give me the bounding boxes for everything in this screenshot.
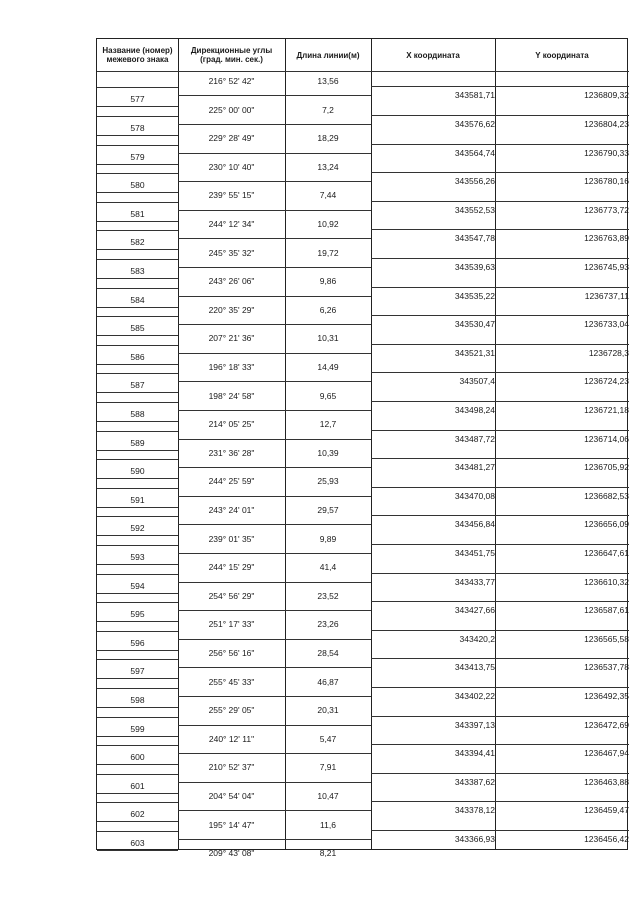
- column-divider: [285, 39, 286, 849]
- row-divider: [178, 381, 371, 382]
- header-x-text: X координата: [406, 50, 460, 60]
- point-x: 343547,78: [454, 233, 495, 244]
- point-x: 343581,71: [454, 90, 495, 101]
- point-y: 1236737,11: [584, 290, 629, 301]
- row-divider: [97, 707, 178, 708]
- point-x: 343539,63: [454, 261, 495, 272]
- segment-angle: 231° 36' 28": [208, 447, 255, 458]
- row-divider: [371, 601, 629, 602]
- point-name: 589: [130, 437, 145, 448]
- segment-length: 9,89: [319, 533, 337, 544]
- point-x: 343427,66: [454, 605, 495, 616]
- row-divider: [97, 221, 178, 222]
- point-name: 587: [130, 380, 145, 391]
- segment-angle: 255° 29' 05": [208, 705, 255, 716]
- point-name: 581: [130, 208, 145, 219]
- row-divider: [371, 744, 629, 745]
- point-name: 603: [130, 837, 145, 848]
- row-divider: [97, 316, 178, 317]
- header-length: [285, 39, 371, 71]
- row-divider: [97, 345, 178, 346]
- row-divider: [178, 553, 371, 554]
- row-divider: [178, 467, 371, 468]
- row-divider: [178, 810, 371, 811]
- segment-length: 8,21: [319, 848, 337, 859]
- point-x: 343521,31: [454, 347, 495, 358]
- row-divider: [97, 106, 178, 107]
- segment-angle: 196° 18' 33": [208, 362, 255, 372]
- point-name: 578: [130, 122, 145, 133]
- row-divider: [97, 850, 178, 851]
- point-x: 343507,4: [459, 376, 495, 387]
- row-divider: [371, 487, 629, 488]
- point-y: 1236459,47: [584, 805, 629, 816]
- point-y: 1236714,06: [584, 433, 629, 444]
- point-y: 1236647,61: [584, 547, 629, 558]
- row-divider: [97, 831, 178, 832]
- coordinates-table: [96, 38, 629, 859]
- row-divider: [97, 793, 178, 794]
- row-divider: [97, 259, 178, 260]
- point-x: 343456,84: [454, 519, 495, 530]
- row-divider: [371, 201, 629, 202]
- point-y: 1236467,94: [584, 748, 629, 759]
- row-divider: [97, 192, 178, 193]
- point-y: 1236721,18: [584, 404, 629, 415]
- point-name: 584: [130, 294, 145, 305]
- row-divider: [178, 210, 371, 211]
- point-name: 591: [130, 494, 145, 505]
- point-x: 343535,22: [454, 290, 495, 301]
- row-divider: [97, 631, 178, 632]
- segment-angle: 245° 35' 32": [208, 247, 255, 258]
- row-divider: [178, 839, 371, 840]
- row-divider: [178, 582, 371, 583]
- segment-length: 5,47: [319, 733, 337, 744]
- row-divider: [371, 372, 629, 373]
- row-divider: [97, 135, 178, 136]
- row-divider: [97, 507, 178, 508]
- point-name: 598: [130, 694, 145, 705]
- segment-length: 23,26: [317, 619, 339, 630]
- segment-angle: 207° 21' 36": [208, 333, 255, 344]
- row-divider: [97, 535, 178, 536]
- point-y: 1236537,78: [584, 662, 629, 673]
- row-divider: [97, 602, 178, 603]
- row-divider: [97, 774, 178, 775]
- point-x: 343397,13: [454, 719, 495, 730]
- row-divider: [97, 335, 178, 336]
- row-divider: [371, 344, 629, 345]
- point-y: 1236565,58: [584, 633, 629, 644]
- segment-length: 10,31: [317, 333, 339, 344]
- segment-length: 41,4: [319, 562, 337, 573]
- row-divider: [371, 115, 629, 116]
- row-divider: [97, 659, 178, 660]
- point-name: 586: [130, 351, 145, 362]
- row-divider: [178, 439, 371, 440]
- row-divider: [371, 658, 629, 659]
- row-divider: [97, 392, 178, 393]
- segment-angle: 244° 15' 29": [208, 562, 255, 573]
- row-divider: [371, 630, 629, 631]
- point-x: 343576,62: [454, 118, 495, 129]
- segment-length: 10,39: [317, 447, 339, 458]
- segment-angle: 239° 01' 35": [208, 533, 255, 544]
- row-divider: [178, 639, 371, 640]
- segment-length: 10,47: [317, 791, 339, 801]
- row-divider: [97, 230, 178, 231]
- segment-length: 9,65: [319, 390, 337, 401]
- row-divider: [97, 373, 178, 374]
- row-divider: [97, 288, 178, 289]
- point-y: 1236790,33: [584, 147, 629, 158]
- point-y: 1236780,16: [584, 176, 629, 187]
- segment-angle: 198° 24' 58": [208, 390, 255, 401]
- point-name: 585: [130, 323, 145, 334]
- row-divider: [97, 87, 178, 88]
- header-angle-text: Дирекционные углы (град. мин. сек.): [190, 46, 273, 64]
- row-divider: [371, 801, 629, 802]
- header-name: [97, 39, 178, 71]
- segment-angle: 220° 35' 29": [208, 304, 255, 315]
- row-divider: [371, 830, 629, 831]
- point-y: 1236809,32: [584, 90, 629, 101]
- segment-length: 7,2: [322, 104, 334, 115]
- row-divider: [97, 478, 178, 479]
- row-divider: [97, 402, 178, 403]
- row-divider: [97, 364, 178, 365]
- point-x: 343413,75: [454, 662, 495, 673]
- point-name: 590: [130, 466, 145, 477]
- row-divider: [371, 287, 629, 288]
- point-name: 580: [130, 180, 145, 191]
- row-divider: [178, 667, 371, 668]
- row-divider: [97, 459, 178, 460]
- row-divider: [371, 229, 629, 230]
- row-divider: [371, 515, 629, 516]
- segment-angle: 229° 28' 49": [208, 133, 255, 144]
- row-divider: [97, 202, 178, 203]
- row-divider: [97, 650, 178, 651]
- point-name: 597: [130, 666, 145, 677]
- row-divider: [178, 496, 371, 497]
- segment-angle: 239° 55' 15": [208, 190, 255, 201]
- row-divider: [97, 421, 178, 422]
- point-x: 343433,77: [454, 576, 495, 587]
- header-name-text: Название (номер) межевого знака: [102, 46, 173, 64]
- point-y: 1236763,89: [584, 233, 629, 244]
- segment-length: 46,87: [317, 676, 339, 687]
- row-divider: [97, 145, 178, 146]
- row-divider: [97, 307, 178, 308]
- point-x: 343556,26: [454, 176, 495, 187]
- point-name: 582: [130, 237, 145, 248]
- row-divider: [97, 802, 178, 803]
- row-divider: [371, 172, 629, 173]
- point-name: 593: [130, 551, 145, 562]
- row-divider: [97, 116, 178, 117]
- segment-length: 13,56: [317, 76, 339, 86]
- row-divider: [178, 296, 371, 297]
- segment-angle: 209° 43' 08": [208, 848, 255, 859]
- point-name: 588: [130, 408, 145, 419]
- segment-angle: 254° 56' 29": [208, 590, 255, 601]
- row-divider: [178, 238, 371, 239]
- point-name: 596: [130, 637, 145, 648]
- point-x: 343378,12: [454, 805, 495, 816]
- header-x: [371, 39, 495, 71]
- row-divider: [97, 621, 178, 622]
- row-divider: [97, 688, 178, 689]
- row-divider: [97, 173, 178, 174]
- point-y: 1236804,23: [584, 118, 629, 129]
- point-name: 595: [130, 609, 145, 620]
- row-divider: [178, 753, 371, 754]
- segment-length: 28,54: [317, 648, 339, 658]
- row-divider: [178, 524, 371, 525]
- row-divider: [97, 764, 178, 765]
- row-divider: [97, 678, 178, 679]
- segment-angle: 230° 10' 40": [208, 161, 255, 172]
- row-divider: [97, 736, 178, 737]
- segment-length: 20,31: [317, 705, 339, 716]
- point-name: 583: [130, 265, 145, 276]
- segment-angle: 214° 05' 25": [208, 419, 255, 430]
- row-divider: [97, 249, 178, 250]
- segment-angle: 244° 12' 34": [208, 219, 255, 229]
- point-x: 343552,53: [454, 204, 495, 215]
- point-x: 343387,62: [454, 776, 495, 787]
- point-y: 1236463,88: [584, 776, 629, 787]
- row-divider: [178, 267, 371, 268]
- segment-length: 23,52: [317, 590, 339, 601]
- row-divider: [371, 86, 629, 87]
- segment-angle: 210° 52' 37": [208, 762, 255, 773]
- row-divider: [371, 687, 629, 688]
- row-divider: [97, 450, 178, 451]
- point-y: 1236610,32: [584, 576, 629, 587]
- point-x: 343451,75: [454, 547, 495, 558]
- segment-length: 7,91: [319, 762, 337, 773]
- point-x: 343394,41: [454, 748, 495, 759]
- segment-length: 6,26: [319, 304, 337, 315]
- point-y: 1236705,92: [584, 462, 629, 473]
- header-divider: [97, 71, 629, 72]
- header-length-text: Длина линии(м): [296, 50, 360, 60]
- point-name: 577: [130, 94, 145, 105]
- point-y: 1236745,93: [584, 261, 629, 272]
- row-divider: [97, 545, 178, 546]
- row-divider: [97, 564, 178, 565]
- segment-angle: 243° 24' 01": [208, 505, 255, 515]
- row-divider: [97, 821, 178, 822]
- point-x: 343530,47: [454, 319, 495, 330]
- row-divider: [97, 516, 178, 517]
- point-name: 599: [130, 723, 145, 734]
- point-name: 600: [130, 752, 145, 763]
- point-name: 592: [130, 523, 145, 534]
- row-divider: [371, 573, 629, 574]
- row-divider: [178, 782, 371, 783]
- point-y: 1236733,04: [584, 319, 629, 330]
- header-y: [495, 39, 629, 71]
- row-divider: [371, 458, 629, 459]
- row-divider: [371, 773, 629, 774]
- point-y: 1236773,72: [584, 204, 629, 215]
- segment-angle: 243° 26' 06": [208, 276, 255, 287]
- row-divider: [371, 401, 629, 402]
- row-divider: [178, 610, 371, 611]
- segment-angle: 216° 52' 42": [208, 76, 255, 86]
- segment-length: 7,44: [319, 190, 337, 201]
- segment-length: 18,29: [317, 133, 339, 144]
- row-divider: [178, 353, 371, 354]
- point-y: 1236682,53: [584, 490, 629, 501]
- point-y: 1236724,23: [584, 376, 629, 387]
- row-divider: [97, 593, 178, 594]
- point-name: 602: [130, 809, 145, 820]
- row-divider: [371, 258, 629, 259]
- segment-length: 11,6: [320, 819, 336, 830]
- row-divider: [371, 716, 629, 717]
- row-divider: [97, 745, 178, 746]
- row-divider: [97, 278, 178, 279]
- segment-length: 9,86: [319, 276, 337, 287]
- point-x: 343481,27: [454, 462, 495, 473]
- row-divider: [178, 725, 371, 726]
- row-divider: [178, 153, 371, 154]
- row-divider: [178, 324, 371, 325]
- point-x: 343498,24: [454, 404, 495, 415]
- row-divider: [178, 696, 371, 697]
- point-x: 343487,72: [454, 433, 495, 444]
- column-divider: [178, 39, 179, 849]
- segment-angle: 255° 45' 33": [208, 676, 255, 687]
- segment-angle: 244° 25' 59": [208, 476, 255, 487]
- point-y: 1236587,61: [584, 605, 629, 616]
- segment-length: 12,7: [319, 419, 337, 430]
- row-divider: [178, 181, 371, 182]
- point-y: 1236472,69: [584, 719, 629, 730]
- segment-angle: 256° 56' 16": [208, 648, 255, 658]
- point-x: 343366,93: [454, 833, 495, 844]
- row-divider: [178, 410, 371, 411]
- header-angle: [178, 39, 285, 71]
- point-y: 1236656,09: [584, 519, 629, 530]
- segment-angle: 204° 54' 04": [208, 791, 255, 801]
- header-y-text: Y координата: [535, 50, 589, 60]
- segment-length: 14,49: [317, 362, 339, 372]
- segment-angle: 251° 17' 33": [208, 619, 255, 630]
- row-divider: [178, 95, 371, 96]
- row-divider: [371, 430, 629, 431]
- point-x: 343402,22: [454, 690, 495, 701]
- row-divider: [178, 124, 371, 125]
- segment-angle: 240° 12' 11": [208, 733, 255, 744]
- row-divider: [371, 544, 629, 545]
- point-y: 1236728,3: [588, 347, 629, 358]
- point-name: 601: [130, 780, 145, 791]
- row-divider: [97, 574, 178, 575]
- segment-angle: 195° 14' 47": [208, 819, 255, 830]
- segment-length: 29,57: [317, 505, 339, 515]
- row-divider: [97, 431, 178, 432]
- segment-length: 25,93: [317, 476, 339, 487]
- segment-length: 13,24: [317, 161, 339, 172]
- point-y: 1236492,35: [584, 690, 629, 701]
- point-x: 343470,08: [454, 490, 495, 501]
- segment-length: 10,92: [317, 219, 339, 229]
- row-divider: [97, 717, 178, 718]
- point-y: 1236456,42: [584, 833, 629, 844]
- segment-length: 19,72: [317, 247, 339, 258]
- point-name: 594: [130, 580, 145, 591]
- point-x: 343420,2: [459, 633, 495, 644]
- row-divider: [371, 315, 629, 316]
- row-divider: [97, 164, 178, 165]
- row-divider: [371, 144, 629, 145]
- point-x: 343564,74: [454, 147, 495, 158]
- row-divider: [97, 488, 178, 489]
- point-name: 579: [130, 151, 145, 162]
- segment-angle: 225° 00' 00": [208, 104, 255, 115]
